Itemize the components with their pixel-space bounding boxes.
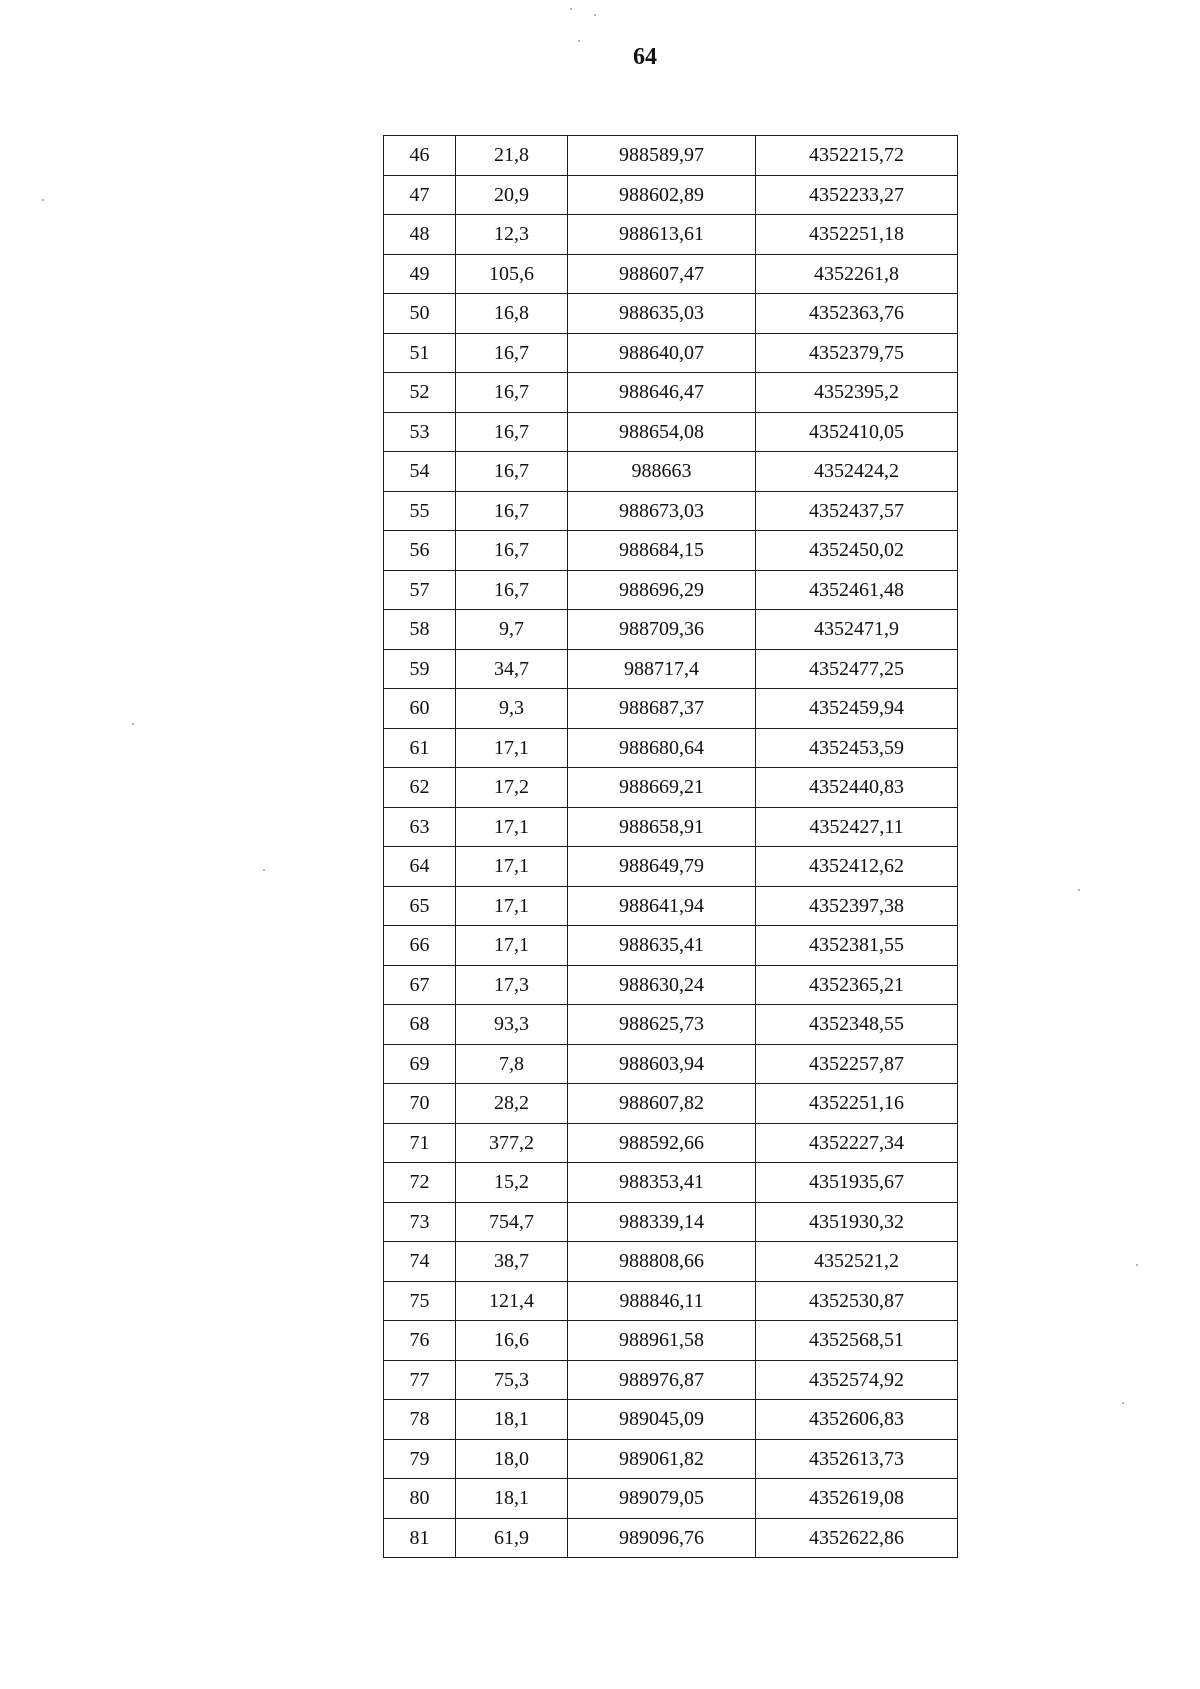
coordinate-x-cell: 988976,87	[568, 1360, 756, 1400]
segment-length-cell: 21,8	[456, 136, 568, 176]
coordinate-x-cell: 988640,07	[568, 333, 756, 373]
coordinate-y-cell: 4352348,55	[756, 1005, 958, 1045]
segment-length-cell: 61,9	[456, 1518, 568, 1558]
coordinate-x-cell: 988353,41	[568, 1163, 756, 1203]
table-row	[384, 1321, 958, 1361]
segment-length-cell: 16,8	[456, 294, 568, 334]
point-number-cell: 80	[384, 1479, 456, 1519]
point-number-cell: 64	[384, 847, 456, 887]
coordinate-y-cell: 4352412,62	[756, 847, 958, 887]
coordinate-x-cell: 988589,97	[568, 136, 756, 176]
coordinate-y-cell: 4352437,57	[756, 491, 958, 531]
table-row	[384, 254, 958, 294]
segment-length-cell: 28,2	[456, 1084, 568, 1124]
point-number-cell: 68	[384, 1005, 456, 1045]
segment-length-cell: 18,1	[456, 1479, 568, 1519]
table-row	[384, 333, 958, 373]
segment-length-cell: 16,6	[456, 1321, 568, 1361]
point-number-cell: 74	[384, 1242, 456, 1282]
segment-length-cell: 16,7	[456, 373, 568, 413]
table-row	[384, 768, 958, 808]
page-number: 64	[633, 44, 657, 70]
coordinate-y-cell: 4352471,9	[756, 610, 958, 650]
coordinate-y-cell: 4352461,48	[756, 570, 958, 610]
table-row	[384, 1005, 958, 1045]
point-number-cell: 69	[384, 1044, 456, 1084]
table-row	[384, 1518, 958, 1558]
point-number-cell: 78	[384, 1400, 456, 1440]
table-row	[384, 1360, 958, 1400]
coordinate-y-cell: 4352459,94	[756, 689, 958, 729]
point-number-cell: 66	[384, 926, 456, 966]
coordinate-x-cell: 988680,64	[568, 728, 756, 768]
table-row	[384, 1123, 958, 1163]
table-row	[384, 1242, 958, 1282]
segment-length-cell: 18,0	[456, 1439, 568, 1479]
table-row	[384, 965, 958, 1005]
segment-length-cell: 16,7	[456, 531, 568, 571]
coordinate-y-cell: 4351935,67	[756, 1163, 958, 1203]
scan-speck	[42, 199, 44, 201]
table-row	[384, 689, 958, 729]
coordinate-y-cell: 4352251,18	[756, 215, 958, 255]
segment-length-cell: 18,1	[456, 1400, 568, 1440]
point-number-cell: 48	[384, 215, 456, 255]
point-number-cell: 57	[384, 570, 456, 610]
segment-length-cell: 17,1	[456, 926, 568, 966]
coordinate-y-cell: 4352424,2	[756, 452, 958, 492]
coordinate-x-cell: 988635,03	[568, 294, 756, 334]
table-row	[384, 215, 958, 255]
coordinate-x-cell: 988696,29	[568, 570, 756, 610]
coordinate-y-cell: 4352233,27	[756, 175, 958, 215]
segment-length-cell: 17,1	[456, 886, 568, 926]
table-row	[384, 1479, 958, 1519]
table-row	[384, 728, 958, 768]
coordinate-x-cell: 988607,82	[568, 1084, 756, 1124]
point-number-cell: 50	[384, 294, 456, 334]
scan-speck	[1078, 889, 1080, 891]
coordinate-y-cell: 4352215,72	[756, 136, 958, 176]
point-number-cell: 53	[384, 412, 456, 452]
table-row	[384, 531, 958, 571]
segment-length-cell: 754,7	[456, 1202, 568, 1242]
table-row	[384, 610, 958, 650]
segment-length-cell: 12,3	[456, 215, 568, 255]
segment-length-cell: 17,1	[456, 807, 568, 847]
segment-length-cell: 20,9	[456, 175, 568, 215]
table-row	[384, 136, 958, 176]
segment-length-cell: 17,1	[456, 728, 568, 768]
coordinate-x-cell: 988635,41	[568, 926, 756, 966]
coordinate-x-cell: 988646,47	[568, 373, 756, 413]
table-row	[384, 886, 958, 926]
scan-speck	[1122, 1402, 1124, 1404]
table-row	[384, 1439, 958, 1479]
point-number-cell: 81	[384, 1518, 456, 1558]
coordinate-x-cell: 988654,08	[568, 412, 756, 452]
point-number-cell: 75	[384, 1281, 456, 1321]
segment-length-cell: 17,2	[456, 768, 568, 808]
coordinate-y-cell: 4352453,59	[756, 728, 958, 768]
coordinate-x-cell: 988339,14	[568, 1202, 756, 1242]
point-number-cell: 77	[384, 1360, 456, 1400]
point-number-cell: 73	[384, 1202, 456, 1242]
coordinate-y-cell: 4352381,55	[756, 926, 958, 966]
coordinate-y-cell: 4352530,87	[756, 1281, 958, 1321]
coordinate-x-cell: 988607,47	[568, 254, 756, 294]
point-number-cell: 47	[384, 175, 456, 215]
point-number-cell: 62	[384, 768, 456, 808]
segment-length-cell: 93,3	[456, 1005, 568, 1045]
point-number-cell: 70	[384, 1084, 456, 1124]
segment-length-cell: 15,2	[456, 1163, 568, 1203]
table-row	[384, 1202, 958, 1242]
scan-speck	[263, 869, 265, 871]
coordinate-y-cell: 4352397,38	[756, 886, 958, 926]
coordinate-y-cell: 4352410,05	[756, 412, 958, 452]
table-row	[384, 807, 958, 847]
segment-length-cell: 16,7	[456, 333, 568, 373]
point-number-cell: 72	[384, 1163, 456, 1203]
coordinate-y-cell: 4352257,87	[756, 1044, 958, 1084]
segment-length-cell: 34,7	[456, 649, 568, 689]
point-number-cell: 55	[384, 491, 456, 531]
coordinate-y-cell: 4352477,25	[756, 649, 958, 689]
coordinate-y-cell: 4352261,8	[756, 254, 958, 294]
point-number-cell: 56	[384, 531, 456, 571]
segment-length-cell: 16,7	[456, 491, 568, 531]
segment-length-cell: 75,3	[456, 1360, 568, 1400]
coordinate-y-cell: 4352427,11	[756, 807, 958, 847]
segment-length-cell: 38,7	[456, 1242, 568, 1282]
coordinate-y-cell: 4352395,2	[756, 373, 958, 413]
coordinate-x-cell: 988592,66	[568, 1123, 756, 1163]
segment-length-cell: 16,7	[456, 452, 568, 492]
table-row	[384, 1400, 958, 1440]
table-row	[384, 649, 958, 689]
coordinate-x-cell: 988717,4	[568, 649, 756, 689]
segment-length-cell: 17,1	[456, 847, 568, 887]
point-number-cell: 51	[384, 333, 456, 373]
scan-speck	[570, 8, 572, 10]
table-row	[384, 847, 958, 887]
coordinate-y-cell: 4352574,92	[756, 1360, 958, 1400]
scan-speck	[1136, 1264, 1138, 1266]
point-number-cell: 65	[384, 886, 456, 926]
segment-length-cell: 9,7	[456, 610, 568, 650]
coordinate-y-cell: 4352606,83	[756, 1400, 958, 1440]
coordinate-x-cell: 988808,66	[568, 1242, 756, 1282]
segment-length-cell: 7,8	[456, 1044, 568, 1084]
coordinate-y-cell: 4351930,32	[756, 1202, 958, 1242]
coordinate-x-cell: 988673,03	[568, 491, 756, 531]
coordinate-x-cell: 988613,61	[568, 215, 756, 255]
point-number-cell: 71	[384, 1123, 456, 1163]
coordinate-x-cell: 988630,24	[568, 965, 756, 1005]
point-number-cell: 52	[384, 373, 456, 413]
table-row	[384, 1163, 958, 1203]
coordinate-y-cell: 4352619,08	[756, 1479, 958, 1519]
table-row	[384, 926, 958, 966]
coordinate-x-cell: 989061,82	[568, 1439, 756, 1479]
coordinates-table-body	[384, 136, 958, 1558]
coordinate-y-cell: 4352365,21	[756, 965, 958, 1005]
coordinate-y-cell: 4352622,86	[756, 1518, 958, 1558]
coordinate-y-cell: 4352251,16	[756, 1084, 958, 1124]
scan-speck	[132, 723, 134, 725]
table-row	[384, 1281, 958, 1321]
coordinate-x-cell: 988961,58	[568, 1321, 756, 1361]
segment-length-cell: 377,2	[456, 1123, 568, 1163]
point-number-cell: 54	[384, 452, 456, 492]
table-row	[384, 491, 958, 531]
coordinate-x-cell: 988603,94	[568, 1044, 756, 1084]
point-number-cell: 61	[384, 728, 456, 768]
coordinate-y-cell: 4352379,75	[756, 333, 958, 373]
coordinate-x-cell: 988687,37	[568, 689, 756, 729]
table-row	[384, 175, 958, 215]
coordinate-x-cell: 988709,36	[568, 610, 756, 650]
segment-length-cell: 17,3	[456, 965, 568, 1005]
coordinate-y-cell: 4352450,02	[756, 531, 958, 571]
table-row	[384, 412, 958, 452]
table-row	[384, 570, 958, 610]
coordinate-x-cell: 988846,11	[568, 1281, 756, 1321]
segment-length-cell: 9,3	[456, 689, 568, 729]
point-number-cell: 58	[384, 610, 456, 650]
segment-length-cell: 121,4	[456, 1281, 568, 1321]
coordinate-y-cell: 4352440,83	[756, 768, 958, 808]
segment-length-cell: 16,7	[456, 570, 568, 610]
coordinate-y-cell: 4352613,73	[756, 1439, 958, 1479]
coordinate-y-cell: 4352363,76	[756, 294, 958, 334]
segment-length-cell: 16,7	[456, 412, 568, 452]
coordinate-x-cell: 988625,73	[568, 1005, 756, 1045]
segment-length-cell: 105,6	[456, 254, 568, 294]
point-number-cell: 59	[384, 649, 456, 689]
coordinate-x-cell: 988684,15	[568, 531, 756, 571]
table-row	[384, 373, 958, 413]
table-row	[384, 294, 958, 334]
coordinate-y-cell: 4352521,2	[756, 1242, 958, 1282]
coordinate-x-cell: 988669,21	[568, 768, 756, 808]
point-number-cell: 67	[384, 965, 456, 1005]
coordinate-x-cell: 989079,05	[568, 1479, 756, 1519]
scan-speck	[594, 14, 596, 16]
point-number-cell: 60	[384, 689, 456, 729]
table-row	[384, 452, 958, 492]
table-row	[384, 1044, 958, 1084]
coordinate-x-cell: 988663	[568, 452, 756, 492]
point-number-cell: 63	[384, 807, 456, 847]
point-number-cell: 76	[384, 1321, 456, 1361]
coordinate-x-cell: 989045,09	[568, 1400, 756, 1440]
point-number-cell: 79	[384, 1439, 456, 1479]
table-row	[384, 1084, 958, 1124]
coordinate-x-cell: 988641,94	[568, 886, 756, 926]
coordinates-table	[383, 135, 958, 1558]
coordinate-x-cell: 989096,76	[568, 1518, 756, 1558]
point-number-cell: 46	[384, 136, 456, 176]
coordinate-x-cell: 988658,91	[568, 807, 756, 847]
scan-speck	[578, 40, 580, 42]
coordinate-x-cell: 988602,89	[568, 175, 756, 215]
coordinate-x-cell: 988649,79	[568, 847, 756, 887]
coordinate-y-cell: 4352568,51	[756, 1321, 958, 1361]
point-number-cell: 49	[384, 254, 456, 294]
coordinate-y-cell: 4352227,34	[756, 1123, 958, 1163]
